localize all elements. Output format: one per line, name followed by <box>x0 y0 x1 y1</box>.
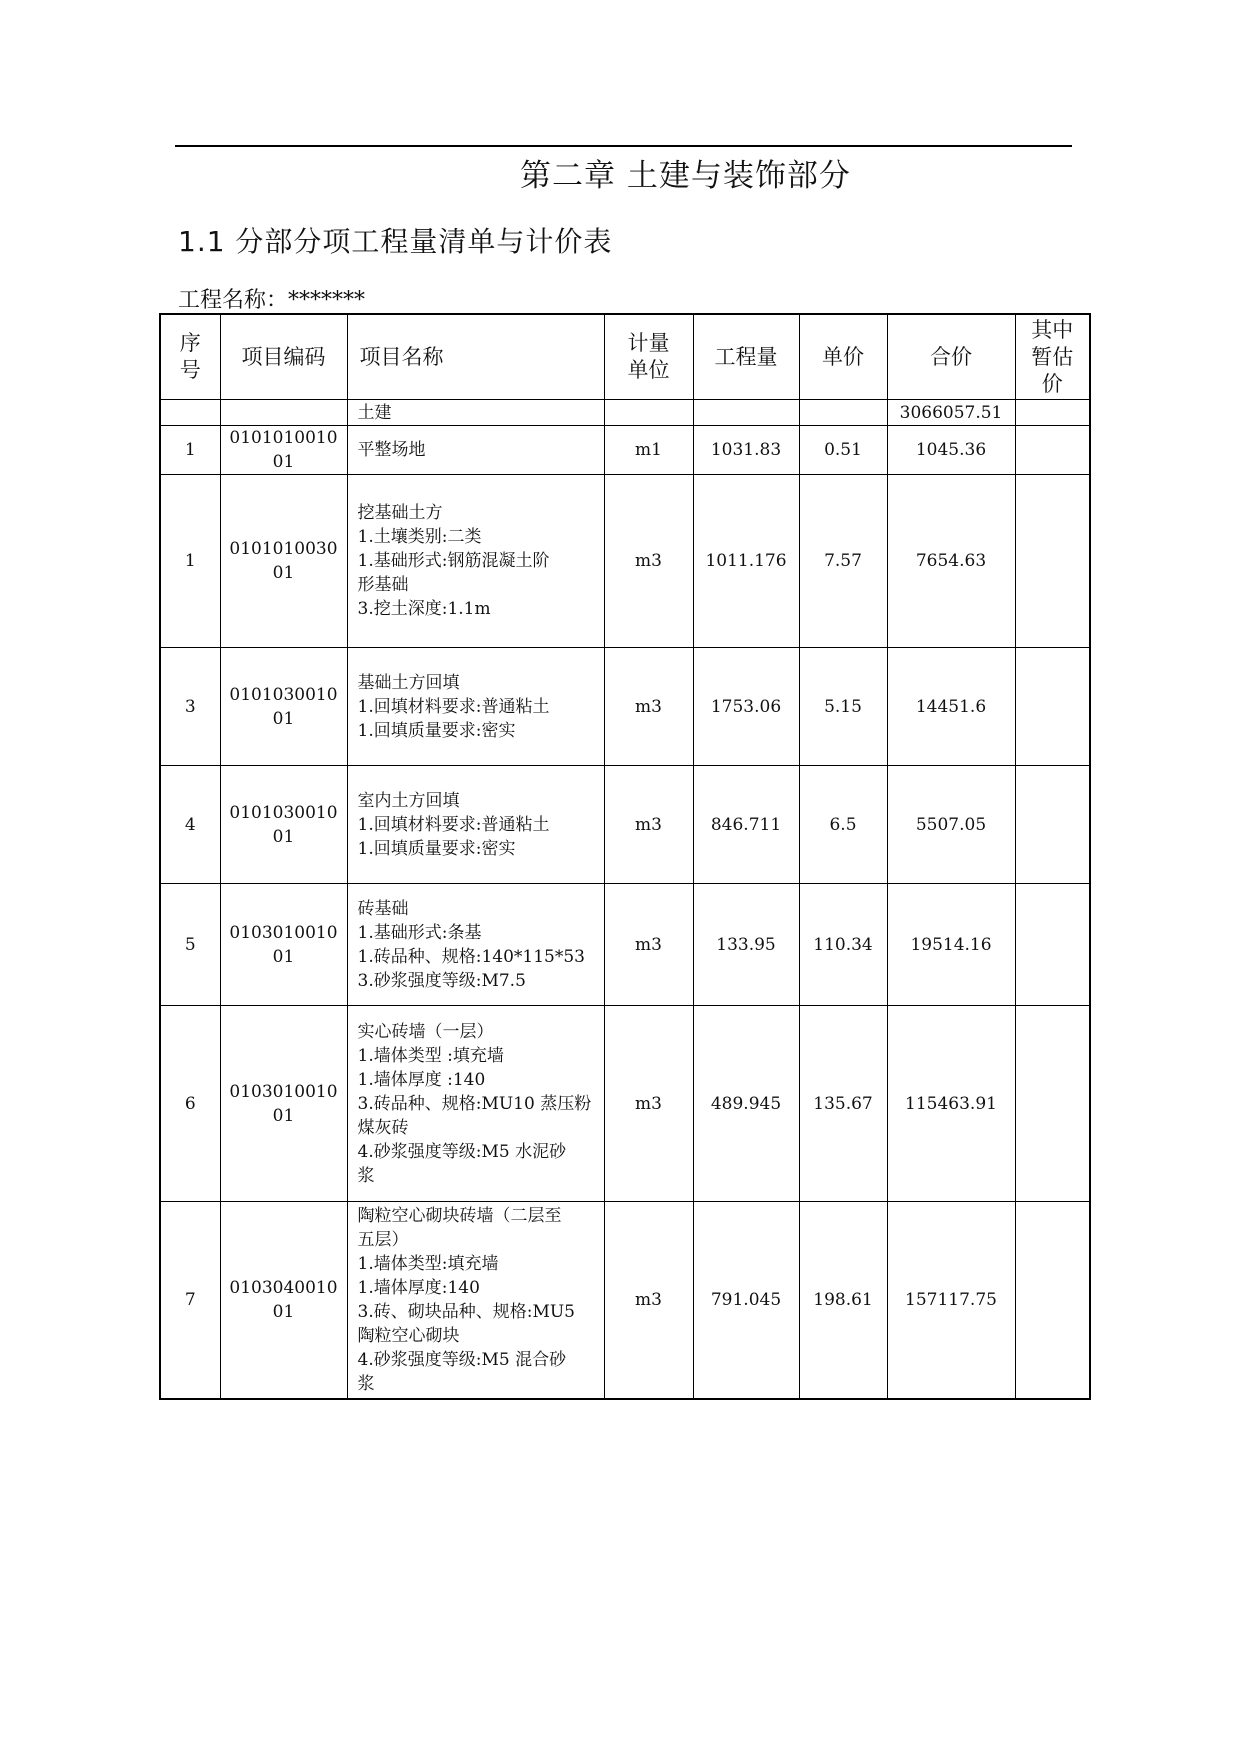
row-total: 1045.36 <box>887 426 1015 475</box>
row-name <box>347 648 604 766</box>
row-code-text: 010301001001 <box>229 922 338 967</box>
row-qty: 1011.176 <box>693 475 799 648</box>
row-name <box>347 884 604 1006</box>
table-cell <box>604 400 693 426</box>
row-name-line: 陶粒空心砌块砖墙（二层至 <box>357 1205 562 1226</box>
row-name-line: 1.回填质量要求:密实 <box>357 720 516 741</box>
row-name <box>347 1202 604 1399</box>
table-row <box>160 1202 1090 1399</box>
table-row <box>160 1006 1090 1202</box>
row-name <box>347 475 604 648</box>
row-code <box>220 766 347 884</box>
row-price: 6.5 <box>799 766 887 884</box>
row-name-line: 3.挖土深度:1.1m <box>357 599 491 619</box>
row-seq: 1 <box>160 475 220 648</box>
table-cell <box>160 400 220 426</box>
row-code-text: 010101003001 <box>229 539 338 583</box>
project-name-line <box>178 283 365 314</box>
row-name-line: 1.墙体厚度 :140 <box>357 1069 486 1090</box>
row-qty: 791.045 <box>693 1202 799 1399</box>
header-seq: 序 号 <box>160 314 220 400</box>
row-total: 14451.6 <box>887 648 1015 766</box>
row-name-line: 1.墙体类型 :填充墙 <box>357 1045 504 1066</box>
table-cell <box>693 400 799 426</box>
table-header-row <box>160 314 1090 400</box>
subtotal-row <box>160 400 1090 426</box>
row-name-line: 3.砖、砌块品种、规格:MU5 <box>357 1301 575 1322</box>
table-row <box>160 648 1090 766</box>
row-name-line: 1.墙体厚度:140 <box>357 1277 480 1298</box>
row-name-line: 3.砂浆强度等级:M7.5 <box>357 970 526 991</box>
row-price: 135.67 <box>799 1006 887 1202</box>
row-price: 5.15 <box>799 648 887 766</box>
header-name: 项目名称 <box>347 314 604 400</box>
row-provisional <box>1015 1202 1090 1399</box>
row-name-line: 4.砂浆强度等级:M5 水泥砂 <box>357 1141 567 1162</box>
row-name-line: 浆 <box>357 1165 375 1186</box>
row-provisional <box>1015 426 1090 475</box>
bill-of-quantities-table <box>159 313 1091 1400</box>
table-row <box>160 884 1090 1006</box>
row-total: 5507.05 <box>887 766 1015 884</box>
table-cell <box>799 400 887 426</box>
row-provisional <box>1015 884 1090 1006</box>
row-qty: 1031.83 <box>693 426 799 475</box>
row-name-line: 4.砂浆强度等级:M5 混合砂 <box>357 1349 567 1370</box>
row-name-line: 平整场地 <box>357 440 426 460</box>
row-qty: 133.95 <box>693 884 799 1006</box>
row-name-line: 煤灰砖 <box>357 1117 409 1138</box>
row-name-line: 陶粒空心砌块 <box>357 1325 460 1346</box>
row-qty: 846.711 <box>693 766 799 884</box>
table-row <box>160 766 1090 884</box>
section-title: 1.1 分部分项工程量清单与计价表 <box>178 225 613 258</box>
row-code <box>220 648 347 766</box>
row-name-line: 挖基础土方 <box>357 503 443 523</box>
row-seq: 7 <box>160 1202 220 1399</box>
subtotal-name: 土建 <box>347 400 604 426</box>
row-name-line: 3.砖品种、规格:MU10 蒸压粉 <box>357 1093 592 1114</box>
row-code <box>220 426 347 475</box>
header-code: 项目编码 <box>220 314 347 400</box>
row-total: 19514.16 <box>887 884 1015 1006</box>
row-code <box>220 884 347 1006</box>
row-unit: m3 <box>604 766 693 884</box>
row-unit: m1 <box>604 426 693 475</box>
row-name-line: 砖基础 <box>357 898 409 919</box>
row-unit: m3 <box>604 1202 693 1399</box>
row-unit: m3 <box>604 884 693 1006</box>
row-name-line: 浆 <box>357 1373 375 1394</box>
row-price: 198.61 <box>799 1202 887 1399</box>
header-total: 合价 <box>887 314 1015 400</box>
table-row <box>160 475 1090 648</box>
row-name-line: 基础土方回填 <box>357 672 460 693</box>
row-name-line: 室内土方回填 <box>357 790 460 811</box>
header-rule <box>175 145 1072 147</box>
row-total: 7654.63 <box>887 475 1015 648</box>
row-provisional <box>1015 766 1090 884</box>
row-name <box>347 1006 604 1202</box>
header-qty: 工程量 <box>693 314 799 400</box>
row-price: 7.57 <box>799 475 887 648</box>
row-qty: 1753.06 <box>693 648 799 766</box>
row-seq: 4 <box>160 766 220 884</box>
row-name <box>347 766 604 884</box>
row-name-line: 形基础 <box>357 575 409 595</box>
row-price: 110.34 <box>799 884 887 1006</box>
header-price: 单价 <box>799 314 887 400</box>
row-name <box>347 426 604 475</box>
row-unit: m3 <box>604 1006 693 1202</box>
row-code <box>220 1202 347 1399</box>
row-seq: 1 <box>160 426 220 475</box>
row-name-line: 1.砖品种、规格:140*115*53 <box>357 946 585 967</box>
table-cell <box>1015 400 1090 426</box>
row-code-text: 010301001001 <box>229 1081 338 1126</box>
row-name-line: 1.基础形式:条基 <box>357 922 482 943</box>
row-name-line: 五层） <box>357 1229 409 1250</box>
project-name-label: 工程名称： <box>178 288 289 313</box>
row-code-text: 010103001001 <box>229 802 338 847</box>
row-name-line: 1.回填质量要求:密实 <box>357 838 516 859</box>
row-code-text: 010304001001 <box>229 1277 338 1322</box>
row-total: 157117.75 <box>887 1202 1015 1399</box>
header-provisional: 其中 暂估 价 <box>1015 314 1090 400</box>
row-code <box>220 475 347 648</box>
chapter-title: 第二章 土建与装饰部分 <box>520 158 851 194</box>
row-name-line: 1.回填材料要求:普通粘土 <box>357 696 550 717</box>
row-price: 0.51 <box>799 426 887 475</box>
row-name-line: 1.基础形式:钢筋混凝土阶 <box>357 551 550 571</box>
row-unit: m3 <box>604 648 693 766</box>
row-qty: 489.945 <box>693 1006 799 1202</box>
row-unit: m3 <box>604 475 693 648</box>
row-name-line: 1.土壤类别:二类 <box>357 527 482 547</box>
row-name-line: 1.回填材料要求:普通粘土 <box>357 814 550 835</box>
project-name-value: ******* <box>288 288 366 313</box>
row-code-text: 010103001001 <box>229 684 338 729</box>
row-provisional <box>1015 1006 1090 1202</box>
row-total: 115463.91 <box>887 1006 1015 1202</box>
row-name-line: 1.墙体类型:填充墙 <box>357 1253 499 1274</box>
row-code-text: 010101001001 <box>229 428 338 472</box>
table-row <box>160 426 1090 475</box>
row-seq: 6 <box>160 1006 220 1202</box>
row-code <box>220 1006 347 1202</box>
row-provisional <box>1015 475 1090 648</box>
row-provisional <box>1015 648 1090 766</box>
table-cell <box>220 400 347 426</box>
row-seq: 5 <box>160 884 220 1006</box>
subtotal-total: 3066057.51 <box>887 400 1015 426</box>
row-seq: 3 <box>160 648 220 766</box>
header-unit: 计量 单位 <box>604 314 693 400</box>
row-name-line: 实心砖墙（一层） <box>357 1021 494 1042</box>
